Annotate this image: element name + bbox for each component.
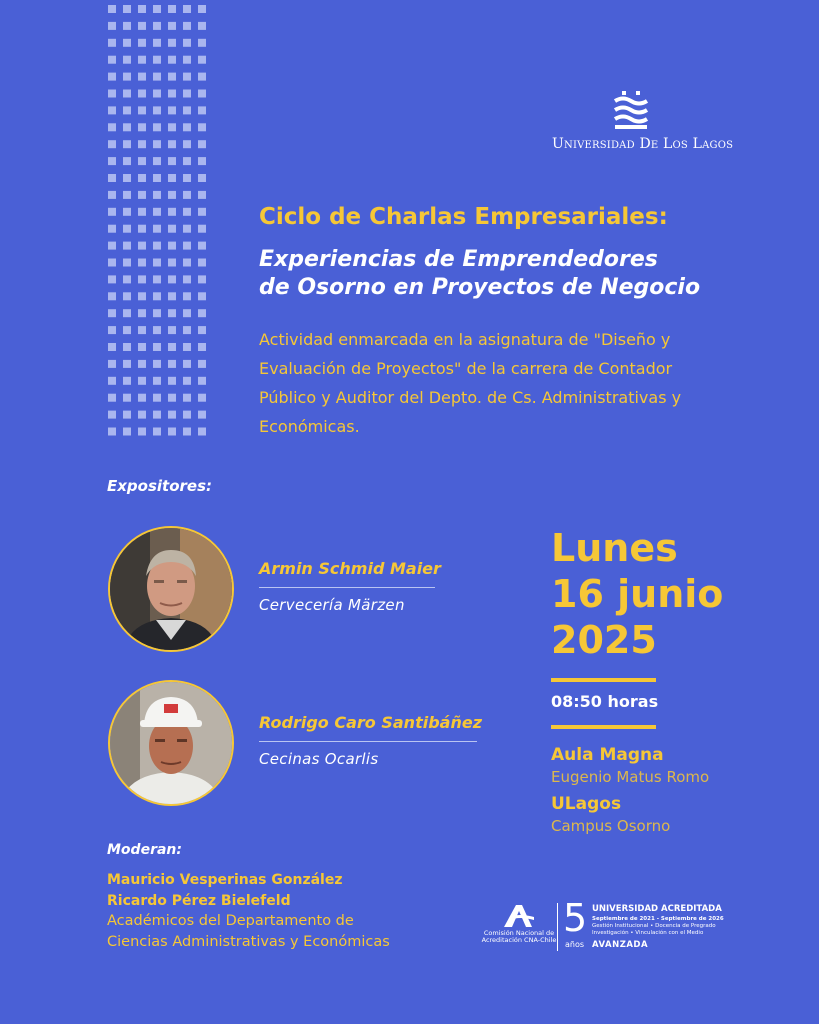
accreditation-areas-line-1: Gestión Institucional • Docencia de Pregrado <box>592 923 716 929</box>
venue-institution: ULagos <box>551 794 622 814</box>
accreditation-years-label: años <box>565 940 585 949</box>
date-divider-top <box>551 678 656 682</box>
venue-room-name: Eugenio Matus Romo <box>551 768 710 786</box>
accreditation-areas-line-2: Investigación • Vinculación con el Medio <box>592 930 704 936</box>
speaker-organization-1: Cervecería Märzen <box>259 596 405 614</box>
event-title-line-1: Experiencias de Emprendedores <box>259 247 658 272</box>
event-title <box>259 246 739 302</box>
university-name: Universidad De Los Lagos <box>552 136 734 152</box>
cna-logo-icon <box>502 903 536 929</box>
speaker-divider-2 <box>259 741 477 742</box>
moderators-label: Moderan: <box>107 842 182 858</box>
date-divider-bottom <box>551 725 656 729</box>
speaker-divider-1 <box>259 587 435 588</box>
venue-campus: Campus Osorno <box>551 817 671 835</box>
moderators-role-line-2: Ciencias Administrativas y Económicas <box>107 934 390 950</box>
event-day: Lunes <box>551 526 678 570</box>
event-year: 2025 <box>551 618 657 662</box>
event-description: Actividad enmarcada en la asignatura de "Diseño y Evaluación de Proyectos" de la carrera de Contador Público y Auditor del Depto. de Cs. Administrativas y Económicas. <box>259 330 682 436</box>
speakers-label: Expositores: <box>107 477 213 495</box>
speaker-organization-2: Cecinas Ocarlis <box>259 750 379 768</box>
accreditation-title: UNIVERSIDAD ACREDITADA <box>592 904 722 914</box>
moderator-name-1: Mauricio Vesperinas González <box>107 872 343 888</box>
series-title: Ciclo de Charlas Empresariales: <box>259 204 668 230</box>
accreditation-level: AVANZADA <box>592 940 649 950</box>
accreditation-divider <box>557 903 558 951</box>
moderator-name-2: Ricardo Pérez Bielefeld <box>107 893 291 909</box>
moderators-role-line-1: Académicos del Departamento de <box>107 913 354 929</box>
cna-name: Comisión Nacional de Acreditación CNA-Chile <box>481 929 557 944</box>
event-date: 16 junio <box>551 572 724 616</box>
event-title-line-2: de Osorno en Proyectos de Negocio <box>259 275 701 300</box>
accreditation-years: 5 <box>563 896 588 940</box>
event-time: 08:50 horas <box>551 692 659 711</box>
speaker-name-1: Armin Schmid Maier <box>259 559 441 578</box>
accreditation-period: Septiembre de 2021 - Septiembre de 2026 <box>592 916 724 922</box>
speaker-photo-1 <box>108 526 234 652</box>
speaker-name-2: Rodrigo Caro Santibáñez <box>259 713 482 732</box>
dot-grid-decoration <box>107 4 213 444</box>
speaker-photo-2 <box>108 680 234 806</box>
venue-room: Aula Magna <box>551 745 664 765</box>
waves-logo-icon <box>614 91 648 131</box>
